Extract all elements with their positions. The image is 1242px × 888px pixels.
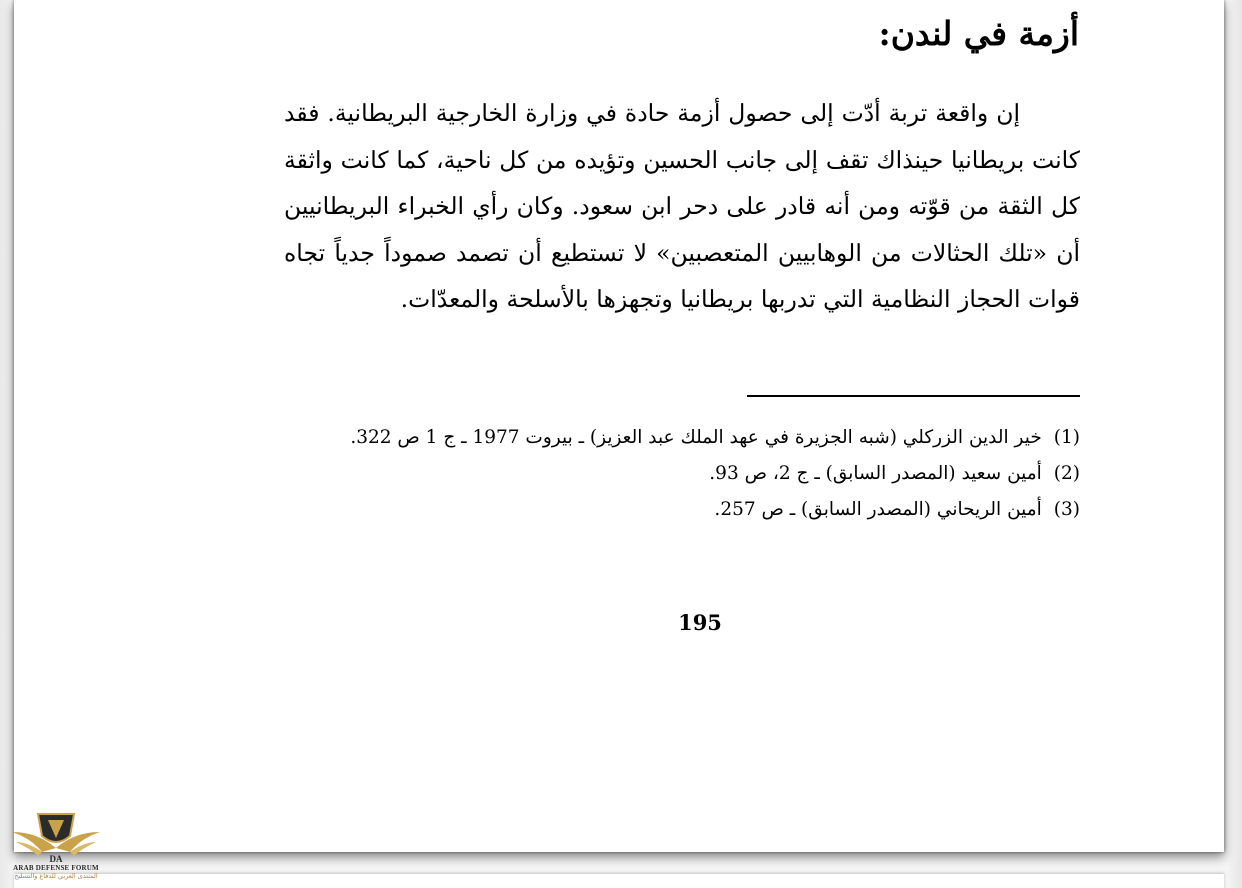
footnote-number: (3) bbox=[1053, 499, 1080, 520]
page-number: 195 bbox=[678, 610, 722, 635]
eagle-shield-icon bbox=[8, 808, 104, 864]
footnote-item bbox=[260, 456, 1080, 492]
watermark-logo-text: DA bbox=[49, 854, 63, 864]
footnote-text: أمين سعيد (المصدر السابق) ـ ج 2، ص 93. bbox=[709, 463, 1042, 484]
footnote-item bbox=[260, 492, 1080, 528]
footnote-text: أمين الريحاني (المصدر السابق) ـ ص 257. bbox=[714, 499, 1042, 520]
watermark-title: ARAB DEFENSE FORUM bbox=[13, 864, 99, 872]
footnote-number: (2) bbox=[1053, 463, 1080, 484]
footnote-separator bbox=[747, 395, 1080, 397]
watermark-arabic-title: المنتدى العربي للدفاع والتسليح bbox=[14, 872, 98, 880]
footnote-item bbox=[260, 420, 1080, 456]
section-heading: أزمة في لندن: bbox=[878, 14, 1079, 53]
forum-watermark bbox=[6, 808, 106, 888]
body-paragraph bbox=[284, 90, 1080, 323]
footnote-text: خير الدين الزركلي (شبه الجزيرة في عهد الملك عبد العزيز) ـ بيروت 1977 ـ ج 1 ص 322. bbox=[350, 427, 1042, 448]
document-page bbox=[14, 0, 1224, 852]
next-page-edge bbox=[14, 874, 1224, 888]
footnote-number: (1) bbox=[1053, 427, 1080, 448]
body-paragraph-text: إن واقعة تربة أدّت إلى حصول أزمة حادة في وزارة الخارجية البريطانية. فقد كانت بريطانيا حينذاك تقف إلى جانب الحسين وتؤيده من كل ناحية، كما كانت واثقة كل الثقة من قوّته ومن أنه قادر على دحر ابن سعود. وكان رأي الخبراء البريطانيين أن «تلك الحثالات من الوهابيين المتعصبين» لا تستطيع أن تصمد صموداً جدياً تجاه قوات الحجاز النظامية التي تدربها بريطانيا وتجهزها بالأسلحة والمعدّات. bbox=[284, 99, 1080, 313]
footnotes-list bbox=[260, 420, 1080, 528]
